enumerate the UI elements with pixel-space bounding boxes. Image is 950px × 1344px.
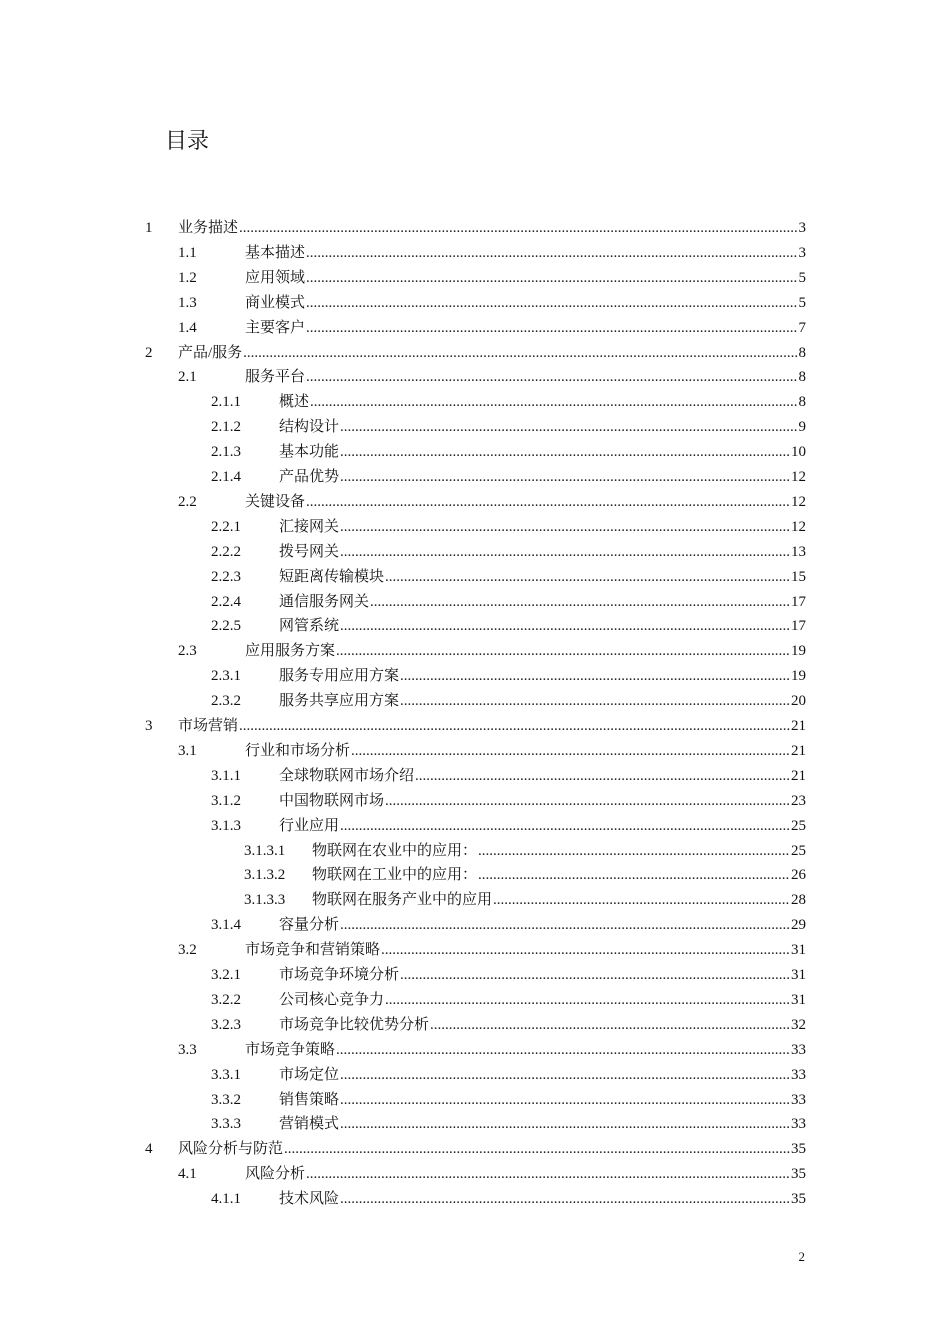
- toc-entry-number: 2.1.1: [211, 394, 241, 411]
- toc-entry-page: 12: [791, 518, 806, 535]
- toc-leader-dots: [340, 816, 790, 836]
- toc-entry-line: [245, 268, 806, 288]
- toc-entry-page: 21: [791, 742, 806, 759]
- toc-entry-title[interactable]: 应用服务方案: [245, 643, 336, 660]
- toc-entry-number: 2.1.3: [211, 444, 241, 461]
- toc-entry[interactable]: [0, 216, 950, 240]
- toc-entry-number: 2.1.4: [211, 469, 241, 485]
- toc-leader-dots: [310, 392, 797, 412]
- toc-entry-page: 33: [791, 1066, 806, 1083]
- toc-entry-line: [279, 1015, 806, 1035]
- toc-entry-number: 1.2: [178, 269, 197, 286]
- toc-entry[interactable]: [0, 764, 950, 788]
- toc-entry-page: 8: [798, 369, 806, 386]
- toc-entry-title[interactable]: 物联网在农业中的应用：: [312, 842, 478, 859]
- toc-entry[interactable]: [0, 988, 950, 1012]
- toc-entry[interactable]: [0, 1063, 950, 1087]
- toc-entry-page: 5: [798, 269, 806, 286]
- toc-entry-line: [279, 1189, 806, 1209]
- toc-entry-number: 3.2.3: [211, 1016, 241, 1033]
- toc-entry-page: 35: [791, 1141, 806, 1158]
- toc-entry-line: [279, 417, 806, 437]
- toc-entry-number: 3.1.3.3: [244, 892, 286, 909]
- toc-leader-dots: [340, 1189, 790, 1209]
- toc-entry[interactable]: [0, 863, 950, 887]
- toc-entry-line: [279, 517, 806, 537]
- toc-entry-page: 32: [791, 1016, 806, 1033]
- toc-entry-number: 2.3: [178, 643, 197, 660]
- toc-leader-dots: [306, 243, 797, 263]
- toc-leader-dots: [400, 666, 790, 686]
- toc-leader-dots: [430, 1015, 790, 1035]
- toc-entry-number: 2.1: [178, 369, 197, 386]
- toc-leader-dots: [381, 940, 790, 960]
- toc-leader-dots: [284, 1139, 790, 1159]
- toc-entry-title[interactable]: 行业和市场分析: [245, 742, 351, 759]
- toc-leader-dots: [340, 1090, 790, 1110]
- toc-entry-number: 1.3: [178, 294, 197, 311]
- toc-entry-number: 3.2.1: [211, 967, 241, 983]
- toc-leader-dots: [306, 268, 797, 288]
- toc-leader-dots: [243, 343, 797, 363]
- toc-entry-title[interactable]: 汇接网关: [279, 518, 340, 535]
- toc-entry[interactable]: [0, 789, 950, 813]
- toc-leader-dots: [400, 965, 790, 985]
- toc-entry-title[interactable]: 基本描述: [245, 244, 306, 261]
- toc-entry-page: 19: [791, 643, 806, 660]
- toc-entry-page: 10: [791, 444, 806, 461]
- toc-entry-page: 33: [791, 1116, 806, 1133]
- toc-leader-dots: [340, 417, 797, 437]
- toc-entry-number: 1.1: [178, 244, 197, 261]
- toc-entry-page: 26: [791, 867, 806, 884]
- toc-entry-page: 3: [798, 220, 806, 236]
- toc-leader-dots: [340, 517, 790, 537]
- toc-entry[interactable]: [0, 888, 950, 912]
- toc-entry-line: [245, 641, 806, 661]
- toc-entry-title[interactable]: 服务共享应用方案: [279, 693, 400, 710]
- toc-entry[interactable]: [0, 614, 950, 638]
- toc-entry-title[interactable]: 基本功能: [279, 444, 340, 461]
- toc-entry[interactable]: [0, 565, 950, 589]
- toc-entry-title[interactable]: 市场竞争环境分析: [279, 967, 400, 983]
- toc-leader-dots: [306, 293, 797, 313]
- toc-entry-title[interactable]: 主要客户: [245, 319, 306, 336]
- toc-entry-page: 17: [791, 593, 806, 610]
- toc-entry-line: [178, 716, 806, 736]
- toc-entry-title[interactable]: 销售策略: [279, 1091, 340, 1108]
- toc-entry[interactable]: [0, 291, 950, 315]
- toc-entry[interactable]: [0, 365, 950, 389]
- toc-entry-number: 3.1.3.1: [244, 842, 286, 859]
- toc-entry-title[interactable]: 业务描述: [178, 220, 239, 236]
- toc-entry-title[interactable]: 市场竞争策略: [245, 1041, 336, 1058]
- toc-entry-title[interactable]: 中国物联网市场: [279, 792, 385, 809]
- toc-entry-page: 3: [798, 244, 806, 261]
- toc-entry-title[interactable]: 物联网在工业中的应用：: [312, 867, 478, 884]
- toc-entry-page: 5: [798, 294, 806, 311]
- toc-entry-title[interactable]: 短距离传输模块: [279, 568, 385, 585]
- toc-entry-number: 3.3.2: [211, 1091, 241, 1108]
- toc-entry-line: [279, 1114, 806, 1134]
- toc-entry-title[interactable]: 网管系统: [279, 618, 340, 635]
- toc-entry-page: 33: [791, 1041, 806, 1058]
- toc-entry-title[interactable]: 营销模式: [279, 1116, 340, 1133]
- toc-entry[interactable]: [0, 938, 950, 962]
- toc-entry-title[interactable]: 市场营销: [178, 718, 239, 734]
- toc-leader-dots: [415, 766, 790, 786]
- toc-entry-line: [279, 1090, 806, 1110]
- toc-entry-number: 1.4: [178, 319, 197, 336]
- toc-entry-page: 25: [791, 842, 806, 859]
- toc-entry-page: 31: [791, 991, 806, 1008]
- toc-entry[interactable]: [0, 440, 950, 464]
- toc-entry-title[interactable]: 市场定位: [279, 1066, 340, 1083]
- toc-entry-line: [279, 392, 806, 412]
- toc-leader-dots: [340, 442, 790, 462]
- toc-entry-line: [279, 915, 806, 935]
- toc-entry-number: 2.3.2: [211, 693, 241, 710]
- toc-entry-page: 12: [791, 493, 806, 510]
- toc-leader-dots: [400, 691, 790, 711]
- toc-entry-number: 2: [145, 344, 153, 361]
- toc-entry-page: 28: [791, 892, 806, 909]
- toc-title: 目录: [165, 128, 210, 153]
- toc-leader-dots: [340, 1065, 790, 1085]
- toc-entry-line: [279, 592, 806, 612]
- toc-entry[interactable]: [0, 1112, 950, 1136]
- toc-entry-title[interactable]: 概述: [279, 394, 310, 411]
- page-number: 2: [798, 1249, 805, 1264]
- toc-leader-dots: [385, 990, 790, 1010]
- toc-entry-line: [245, 367, 806, 387]
- toc-entry[interactable]: [0, 590, 950, 614]
- toc-leader-dots: [306, 367, 797, 387]
- toc-entry-line: [279, 567, 806, 587]
- toc-entry-number: 2.2.1: [211, 518, 241, 535]
- toc-entry-line: [312, 865, 806, 885]
- toc-entry[interactable]: [0, 1013, 950, 1037]
- toc-entry-title[interactable]: 容量分析: [279, 917, 340, 934]
- toc-entry-number: 4.1.1: [211, 1191, 241, 1208]
- toc-entry-line: [279, 965, 806, 985]
- toc-leader-dots: [370, 592, 790, 612]
- toc-entry-number: 3.2.2: [211, 991, 241, 1008]
- toc-entry[interactable]: [0, 266, 950, 290]
- toc-entry-page: 23: [791, 792, 806, 809]
- toc-entry-number: 2.2.4: [211, 593, 241, 610]
- toc-entry-line: [312, 841, 806, 861]
- toc-entry-number: 2.2.2: [211, 543, 241, 560]
- toc-leader-dots: [239, 218, 797, 238]
- toc-entry-line: [245, 318, 806, 338]
- toc-entry-page: 35: [791, 1166, 806, 1183]
- toc-entry-number: 2.1.2: [211, 419, 241, 436]
- toc-entry-page: 8: [798, 394, 806, 411]
- toc-entry-line: [279, 990, 806, 1010]
- toc-entry[interactable]: [0, 1162, 950, 1186]
- toc-entry-title[interactable]: 应用领域: [245, 269, 306, 286]
- toc-entry[interactable]: [0, 814, 950, 838]
- toc-leader-dots: [336, 641, 790, 661]
- toc-entry-number: 4: [145, 1141, 153, 1158]
- toc-entry[interactable]: [0, 714, 950, 738]
- toc-entry-title[interactable]: 全球物联网市场介绍: [279, 767, 415, 784]
- toc-entry-page: 19: [791, 668, 806, 685]
- toc-entry-line: [245, 293, 806, 313]
- toc-entry-title[interactable]: 产品优势: [279, 469, 340, 485]
- toc-entry-number: 2.2.3: [211, 568, 241, 585]
- toc-entry-title[interactable]: 结构设计: [279, 419, 340, 436]
- toc-entry-title[interactable]: 产品/服务: [178, 344, 243, 361]
- toc-entry-number: 2.2: [178, 493, 197, 510]
- toc-entry-title[interactable]: 服务平台: [245, 369, 306, 386]
- toc-entry-line: [178, 218, 806, 238]
- toc-entry[interactable]: [0, 689, 950, 713]
- toc-entry[interactable]: [0, 316, 950, 340]
- toc-entry-line: [279, 791, 806, 811]
- toc-entry[interactable]: [0, 515, 950, 539]
- toc-entry-number: 1: [145, 220, 153, 236]
- toc-entry-line: [245, 1040, 806, 1060]
- toc-leader-dots: [306, 318, 797, 338]
- toc-entry[interactable]: [0, 490, 950, 514]
- toc-entry[interactable]: [0, 913, 950, 937]
- toc-entry-line: [178, 343, 806, 363]
- toc-leader-dots: [336, 1040, 790, 1060]
- toc-entry-page: 21: [791, 767, 806, 784]
- toc-entry[interactable]: [0, 739, 950, 763]
- toc-entry-page: 9: [798, 419, 806, 436]
- toc-entry-title[interactable]: 通信服务网关: [279, 593, 370, 610]
- toc-entry-page: 20: [791, 693, 806, 710]
- toc-entry-line: [245, 492, 806, 512]
- toc-entry-number: 4.1: [178, 1166, 197, 1183]
- toc-entry-number: 3.3.1: [211, 1066, 241, 1083]
- toc-entry-title[interactable]: 风险分析与防范: [178, 1141, 284, 1158]
- toc-entry-page: 33: [791, 1091, 806, 1108]
- toc-entry-line: [279, 816, 806, 836]
- toc-entry-line: [245, 243, 806, 263]
- toc-entry-number: 3.1: [178, 742, 197, 759]
- toc-leader-dots: [478, 841, 790, 861]
- toc-entry-title[interactable]: 商业模式: [245, 294, 306, 311]
- toc-entry-line: [279, 766, 806, 786]
- toc-leader-dots: [340, 1114, 790, 1134]
- toc-entry-number: 3.1.4: [211, 917, 241, 934]
- toc-leader-dots: [340, 542, 790, 562]
- toc-entry-line: [279, 542, 806, 562]
- toc-entry[interactable]: [0, 465, 950, 489]
- toc-entry[interactable]: [0, 540, 950, 564]
- toc-entry[interactable]: [0, 1137, 950, 1161]
- toc-entry-title[interactable]: 物联网在服务产业中的应用: [312, 892, 493, 909]
- toc-entry-number: 3.3.3: [211, 1116, 241, 1133]
- toc-entry[interactable]: [0, 963, 950, 987]
- toc-entry-line: [279, 1065, 806, 1085]
- toc-entry-page: 7: [798, 319, 806, 336]
- toc-entry-page: 13: [791, 543, 806, 560]
- toc-leader-dots: [306, 1164, 790, 1184]
- toc-entry-title[interactable]: 行业应用: [279, 817, 340, 834]
- toc-entry[interactable]: [0, 390, 950, 414]
- toc-leader-dots: [493, 890, 790, 910]
- toc-entry-number: 2.2.5: [211, 618, 241, 635]
- toc-entry[interactable]: [0, 341, 950, 365]
- toc-entry-page: 15: [791, 568, 806, 585]
- toc-entry-line: [245, 1164, 806, 1184]
- toc-entry[interactable]: [0, 1187, 950, 1211]
- toc-entry-page: 8: [798, 344, 806, 361]
- toc-entry-page: 31: [791, 967, 806, 983]
- toc-entry-line: [245, 940, 806, 960]
- toc-leader-dots: [385, 567, 790, 587]
- toc-entry-title[interactable]: 风险分析: [245, 1166, 306, 1183]
- toc-entry-line: [279, 442, 806, 462]
- toc-entry-page: 35: [791, 1191, 806, 1208]
- toc-entry[interactable]: [0, 839, 950, 863]
- toc-leader-dots: [340, 467, 790, 487]
- toc-leader-dots: [351, 741, 790, 761]
- toc-entry[interactable]: [0, 415, 950, 439]
- toc-leader-dots: [239, 716, 790, 736]
- toc-entry-page: 25: [791, 817, 806, 834]
- toc-leader-dots: [478, 865, 790, 885]
- toc-entry[interactable]: [0, 1088, 950, 1112]
- toc-entry[interactable]: [0, 664, 950, 688]
- toc-entry-page: 17: [791, 618, 806, 635]
- toc-entry-number: 2.3.1: [211, 668, 241, 685]
- toc-entry-title[interactable]: 技术风险: [279, 1191, 340, 1208]
- toc-entry-title[interactable]: 服务专用应用方案: [279, 668, 400, 685]
- toc-leader-dots: [340, 616, 790, 636]
- toc-entry-line: [279, 467, 806, 487]
- toc-entry-number: 3.2: [178, 942, 197, 959]
- toc-entry-number: 3.1.3.2: [244, 867, 286, 884]
- toc-entry-line: [245, 741, 806, 761]
- toc-entry-title[interactable]: 市场竞争和营销策略: [245, 942, 381, 959]
- toc-entry-page: 12: [791, 469, 806, 485]
- toc-entry-line: [279, 691, 806, 711]
- toc-entry[interactable]: [0, 1038, 950, 1062]
- toc-entry-number: 3.1.1: [211, 767, 241, 784]
- toc-leader-dots: [340, 915, 790, 935]
- toc-entry[interactable]: [0, 639, 950, 663]
- toc-entry-title[interactable]: 关键设备: [245, 493, 306, 510]
- toc-entry-number: 3.1.2: [211, 792, 241, 809]
- toc-entry-line: [178, 1139, 806, 1159]
- toc-entry-title[interactable]: 市场竞争比较优势分析: [279, 1016, 430, 1033]
- toc-entry-page: 31: [791, 942, 806, 959]
- toc-entry-number: 3.1.3: [211, 817, 241, 834]
- toc-leader-dots: [306, 492, 790, 512]
- toc-entry-page: 21: [791, 718, 806, 734]
- toc-entry-line: [279, 666, 806, 686]
- toc-entry-page: 29: [791, 917, 806, 934]
- toc-entry-number: 3.3: [178, 1041, 197, 1058]
- toc-entry-title[interactable]: 拨号网关: [279, 543, 340, 560]
- toc-entry[interactable]: [0, 241, 950, 265]
- toc-entry-line: [279, 616, 806, 636]
- toc-entry-line: [312, 890, 806, 910]
- toc-leader-dots: [385, 791, 790, 811]
- toc-entry-number: 3: [145, 718, 153, 734]
- toc-entry-title[interactable]: 公司核心竞争力: [279, 991, 385, 1008]
